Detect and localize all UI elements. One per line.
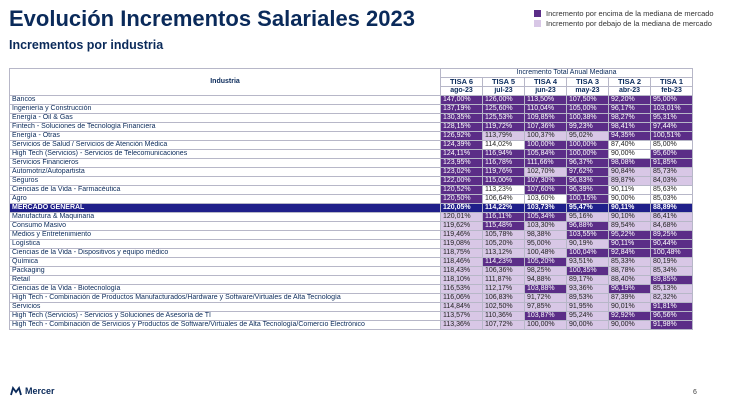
- value-cell: 114,22%: [483, 204, 525, 213]
- value-cell: 92,84%: [609, 249, 651, 258]
- value-cell: 126,00%: [483, 96, 525, 105]
- value-cell: 96,83%: [567, 177, 609, 186]
- value-cell: 90,00%: [609, 195, 651, 204]
- value-cell: 113,50%: [525, 96, 567, 105]
- value-cell: 91,85%: [651, 159, 693, 168]
- value-cell: 91,72%: [525, 294, 567, 303]
- value-cell: 85,63%: [651, 186, 693, 195]
- table-row: [10, 312, 693, 321]
- value-cell: 109,85%: [525, 114, 567, 123]
- value-cell: 98,08%: [609, 159, 651, 168]
- table-row: [10, 222, 693, 231]
- industry-name-cell: High Tech (Servicios) - Servicios de Telecomunicaciones: [10, 150, 441, 159]
- value-cell: 113,57%: [441, 312, 483, 321]
- value-cell: 103,87%: [525, 312, 567, 321]
- value-cell: 84,68%: [651, 222, 693, 231]
- value-cell: 87,40%: [609, 141, 651, 150]
- column-header-tisa: TISA 6: [441, 78, 483, 87]
- value-cell: 90,11%: [609, 240, 651, 249]
- industry-name-cell: Servicios de Salud / Servicios de Atención Médica: [10, 141, 441, 150]
- value-cell: 103,01%: [651, 105, 693, 114]
- value-cell: 100,15%: [567, 195, 609, 204]
- value-cell: 114,23%: [483, 258, 525, 267]
- value-cell: 100,00%: [567, 141, 609, 150]
- value-cell: 90,11%: [609, 204, 651, 213]
- value-cell: 110,36%: [483, 312, 525, 321]
- value-cell: 95,24%: [567, 312, 609, 321]
- column-header-date: may-23: [567, 87, 609, 96]
- table-row: [10, 213, 693, 222]
- value-cell: 124,39%: [441, 141, 483, 150]
- industry-name-cell: Retail: [10, 276, 441, 285]
- value-cell: 105,34%: [525, 213, 567, 222]
- page-number: 6: [693, 389, 697, 396]
- value-cell: 103,30%: [525, 222, 567, 231]
- table-row: [10, 321, 693, 330]
- industry-name-cell: High Tech - Combinación de Productos Manufacturados/Hardware y Software/Virtuales de Alta Tecnología: [10, 294, 441, 303]
- value-cell: 116,06%: [441, 294, 483, 303]
- value-cell: 118,10%: [441, 276, 483, 285]
- value-cell: 103,88%: [525, 285, 567, 294]
- value-cell: 95,00%: [651, 96, 693, 105]
- value-cell: 105,20%: [483, 240, 525, 249]
- value-cell: 120,01%: [441, 213, 483, 222]
- industry-name-cell: High Tech (Servicios) - Servicios y Soluciones de Asesoría de TI: [10, 312, 441, 321]
- value-cell: 96,88%: [567, 222, 609, 231]
- value-cell: 106,36%: [483, 267, 525, 276]
- table-row: [10, 96, 693, 105]
- value-cell: 85,00%: [651, 141, 693, 150]
- value-cell: 120,05%: [441, 204, 483, 213]
- value-cell: 124,11%: [441, 150, 483, 159]
- table-row: [10, 294, 693, 303]
- value-cell: 102,50%: [483, 303, 525, 312]
- value-cell: 120,50%: [441, 195, 483, 204]
- table-row: [10, 150, 693, 159]
- value-cell: 100,48%: [651, 249, 693, 258]
- value-cell: 96,17%: [609, 105, 651, 114]
- value-cell: 107,36%: [525, 123, 567, 132]
- value-cell: 116,53%: [441, 285, 483, 294]
- column-header-tisa: TISA 3: [567, 78, 609, 87]
- value-cell: 89,54%: [609, 222, 651, 231]
- value-cell: 96,37%: [567, 159, 609, 168]
- value-cell: 115,00%: [483, 177, 525, 186]
- value-cell: 113,12%: [483, 249, 525, 258]
- column-header-date: ago-23: [441, 87, 483, 96]
- value-cell: 91,98%: [651, 321, 693, 330]
- industry-name-cell: Automotriz/Autopartista: [10, 168, 441, 177]
- table-row: [10, 267, 693, 276]
- industry-name-cell: Logística: [10, 240, 441, 249]
- value-cell: 86,41%: [651, 213, 693, 222]
- value-cell: 125,53%: [483, 114, 525, 123]
- value-cell: 82,32%: [651, 294, 693, 303]
- industry-name-cell: Fintech - Soluciones de Tecnología Financiera: [10, 123, 441, 132]
- industry-name-cell: Energía - Oil & Gas: [10, 114, 441, 123]
- value-cell: 91,95%: [567, 303, 609, 312]
- industry-name-cell: Packaging: [10, 267, 441, 276]
- value-cell: 90,84%: [609, 168, 651, 177]
- value-cell: 95,00%: [525, 240, 567, 249]
- value-cell: 90,00%: [567, 321, 609, 330]
- value-cell: 119,46%: [441, 231, 483, 240]
- value-cell: 100,00%: [567, 150, 609, 159]
- page-subtitle: Incrementos por industria: [9, 38, 164, 52]
- value-cell: 103,60%: [525, 195, 567, 204]
- value-cell: 116,78%: [483, 159, 525, 168]
- industry-name-cell: Ingeniería y Construcción: [10, 105, 441, 114]
- industry-name-cell: Servicios Financieros: [10, 159, 441, 168]
- value-cell: 100,00%: [525, 141, 567, 150]
- value-cell: 85,73%: [651, 168, 693, 177]
- value-cell: 114,84%: [441, 303, 483, 312]
- value-cell: 113,79%: [483, 132, 525, 141]
- value-cell: 111,66%: [525, 159, 567, 168]
- value-cell: 90,00%: [609, 150, 651, 159]
- value-cell: 107,30%: [525, 177, 567, 186]
- value-cell: 80,19%: [651, 258, 693, 267]
- value-cell: 95,02%: [567, 132, 609, 141]
- industry-name-cell: Ciencias de la Vida - Farmacéutica: [10, 186, 441, 195]
- value-cell: 90,10%: [609, 213, 651, 222]
- table-row: [10, 159, 693, 168]
- value-cell: 98,27%: [609, 114, 651, 123]
- value-cell: 97,44%: [651, 123, 693, 132]
- value-cell: 105,20%: [525, 258, 567, 267]
- value-cell: 95,60%: [651, 150, 693, 159]
- value-cell: 116,94%: [483, 150, 525, 159]
- value-cell: 130,35%: [441, 114, 483, 123]
- value-cell: 88,40%: [609, 276, 651, 285]
- value-cell: 126,92%: [441, 132, 483, 141]
- value-cell: 123,95%: [441, 159, 483, 168]
- industry-name-cell: Seguros: [10, 177, 441, 186]
- value-cell: 107,50%: [567, 96, 609, 105]
- value-cell: 120,52%: [441, 186, 483, 195]
- value-cell: 113,36%: [441, 321, 483, 330]
- value-cell: 102,70%: [525, 168, 567, 177]
- value-cell: 110,04%: [525, 105, 567, 114]
- value-cell: 85,33%: [609, 258, 651, 267]
- value-cell: 90,44%: [651, 240, 693, 249]
- value-cell: 100,04%: [567, 249, 609, 258]
- value-cell: 116,11%: [483, 213, 525, 222]
- value-cell: 106,64%: [483, 195, 525, 204]
- value-cell: 89,53%: [567, 294, 609, 303]
- value-cell: 100,35%: [567, 267, 609, 276]
- value-cell: 100,37%: [525, 132, 567, 141]
- table-row: [10, 231, 693, 240]
- value-cell: 111,87%: [483, 276, 525, 285]
- value-cell: 128,15%: [441, 123, 483, 132]
- value-cell: 105,00%: [567, 105, 609, 114]
- industry-name-cell: Manufactura & Maquinaria: [10, 213, 441, 222]
- table-row: [10, 285, 693, 294]
- industry-name-cell: MERCADO GENERAL: [10, 204, 441, 213]
- table-body: [10, 96, 693, 330]
- column-header-date: abr-23: [609, 87, 651, 96]
- value-cell: 96,56%: [651, 312, 693, 321]
- column-header-date: feb-23: [651, 87, 693, 96]
- value-cell: 105,78%: [483, 231, 525, 240]
- value-cell: 123,02%: [441, 168, 483, 177]
- table-row: [10, 303, 693, 312]
- mercer-logo-icon: [10, 386, 22, 396]
- column-header-tisa: TISA 4: [525, 78, 567, 87]
- value-cell: 125,60%: [483, 105, 525, 114]
- table-row: [10, 186, 693, 195]
- value-cell: 91,81%: [651, 303, 693, 312]
- value-cell: 119,72%: [483, 123, 525, 132]
- brand-name: Mercer: [25, 386, 55, 396]
- value-cell: 118,46%: [441, 258, 483, 267]
- industry-name-cell: Bancos: [10, 96, 441, 105]
- value-cell: 122,00%: [441, 177, 483, 186]
- value-cell: 100,00%: [525, 321, 567, 330]
- value-cell: 89,85%: [651, 276, 693, 285]
- legend: [534, 8, 714, 28]
- legend-item-above: [534, 8, 714, 18]
- legend-label-below: Incremento por debajo de la mediana de mercado: [546, 18, 712, 28]
- value-cell: 103,55%: [567, 231, 609, 240]
- value-cell: 98,38%: [525, 231, 567, 240]
- value-cell: 95,47%: [567, 204, 609, 213]
- value-cell: 92,92%: [609, 312, 651, 321]
- mercer-logo: [10, 386, 55, 396]
- value-cell: 147,00%: [441, 96, 483, 105]
- table-row: [10, 276, 693, 285]
- value-cell: 96,19%: [609, 285, 651, 294]
- value-cell: 114,02%: [483, 141, 525, 150]
- table-row: [10, 114, 693, 123]
- value-cell: 92,20%: [609, 96, 651, 105]
- value-cell: 90,01%: [609, 303, 651, 312]
- legend-swatch-above: [534, 10, 541, 17]
- value-cell: 89,25%: [651, 231, 693, 240]
- value-cell: 105,84%: [525, 150, 567, 159]
- table-row: [10, 123, 693, 132]
- value-cell: 95,16%: [567, 213, 609, 222]
- industry-name-cell: Agro: [10, 195, 441, 204]
- industry-name-cell: High Tech - Combinación de Servicios y Productos de Software/Virtuales de Alta Tecnología/Comercio Electrónico: [10, 321, 441, 330]
- column-header-tisa: TISA 1: [651, 78, 693, 87]
- value-cell: 90,11%: [609, 186, 651, 195]
- table-row: [10, 105, 693, 114]
- value-cell: 87,39%: [609, 294, 651, 303]
- column-header-tisa: TISA 5: [483, 78, 525, 87]
- table-row: [10, 240, 693, 249]
- table-row: [10, 258, 693, 267]
- value-cell: 119,76%: [483, 168, 525, 177]
- value-cell: 118,43%: [441, 267, 483, 276]
- table-row: [10, 249, 693, 258]
- value-cell: 98,41%: [609, 123, 651, 132]
- industry-name-cell: Consumo Masivo: [10, 222, 441, 231]
- industry-name-cell: Ciencias de la Vida - Dispositivos y equipo médico: [10, 249, 441, 258]
- value-cell: 90,00%: [609, 321, 651, 330]
- value-cell: 115,48%: [483, 222, 525, 231]
- value-cell: 97,85%: [525, 303, 567, 312]
- table-group-header-row: [10, 69, 693, 78]
- value-cell: 106,83%: [483, 294, 525, 303]
- column-header-date: jun-23: [525, 87, 567, 96]
- value-cell: 98,25%: [525, 267, 567, 276]
- industry-name-cell: Servicios: [10, 303, 441, 312]
- value-cell: 90,19%: [567, 240, 609, 249]
- value-cell: 96,39%: [567, 186, 609, 195]
- value-cell: 95,22%: [609, 231, 651, 240]
- column-header-date: jul-23: [483, 87, 525, 96]
- value-cell: 113,23%: [483, 186, 525, 195]
- page-title: Evolución Incrementos Salariales 2023: [9, 6, 415, 31]
- value-cell: 94,35%: [609, 132, 651, 141]
- value-cell: 94,88%: [525, 276, 567, 285]
- value-cell: 119,62%: [441, 222, 483, 231]
- value-cell: 84,03%: [651, 177, 693, 186]
- industry-name-cell: Ciencias de la Vida - Biotecnología: [10, 285, 441, 294]
- value-cell: 89,17%: [567, 276, 609, 285]
- industry-name-cell: Química: [10, 258, 441, 267]
- value-cell: 107,72%: [483, 321, 525, 330]
- value-cell: 107,60%: [525, 186, 567, 195]
- table-row: [10, 195, 693, 204]
- table-row: [10, 141, 693, 150]
- value-cell: 85,34%: [651, 267, 693, 276]
- table-row: [10, 132, 693, 141]
- legend-item-below: [534, 18, 714, 28]
- value-cell: 88,78%: [609, 267, 651, 276]
- industry-name-cell: Medios y Entretenimiento: [10, 231, 441, 240]
- value-cell: 95,31%: [651, 114, 693, 123]
- table-row: [10, 177, 693, 186]
- industry-name-cell: Energía - Otras: [10, 132, 441, 141]
- value-cell: 118,75%: [441, 249, 483, 258]
- value-cell: 85,03%: [651, 195, 693, 204]
- value-cell: 119,08%: [441, 240, 483, 249]
- industry-column-header: Industria: [10, 69, 441, 96]
- value-cell: 100,51%: [651, 132, 693, 141]
- value-cell: 99,23%: [567, 123, 609, 132]
- value-cell: 137,19%: [441, 105, 483, 114]
- value-cell: 93,36%: [567, 285, 609, 294]
- value-cell: 89,87%: [609, 177, 651, 186]
- value-cell: 85,13%: [651, 285, 693, 294]
- value-cell: 88,89%: [651, 204, 693, 213]
- market-general-row: [10, 204, 693, 213]
- value-cell: 100,48%: [525, 249, 567, 258]
- column-header-tisa: TISA 2: [609, 78, 651, 87]
- value-cell: 112,17%: [483, 285, 525, 294]
- value-cell: 100,38%: [567, 114, 609, 123]
- value-cell: 103,73%: [525, 204, 567, 213]
- legend-label-above: Incremento por encima de la mediana de mercado: [546, 8, 714, 18]
- legend-swatch-below: [534, 20, 541, 27]
- value-cell: 97,62%: [567, 168, 609, 177]
- group-header: Incremento Total Anual Mediana: [441, 69, 693, 78]
- value-cell: 93,51%: [567, 258, 609, 267]
- industry-table: [9, 68, 693, 330]
- table-row: [10, 168, 693, 177]
